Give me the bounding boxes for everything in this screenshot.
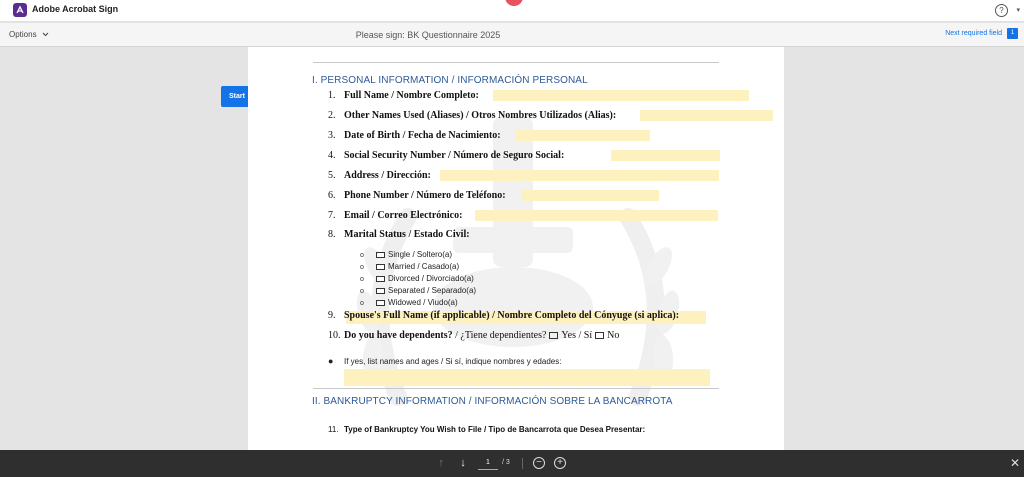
question-number: 9. — [328, 310, 336, 321]
question-email — [328, 210, 462, 221]
option-bullet: o — [360, 252, 364, 259]
full-name-field[interactable] — [493, 90, 749, 101]
marital-option-married[interactable] — [360, 262, 459, 271]
option-bullet: o — [360, 300, 364, 307]
question-number: 8. — [328, 229, 336, 240]
checkbox-single[interactable] — [376, 252, 385, 258]
question-label: Date of Birth / Fecha de Nacimiento: — [344, 130, 501, 141]
question-number: 5. — [328, 170, 336, 181]
question-phone — [328, 190, 506, 201]
date-of-birth-field[interactable] — [516, 130, 650, 141]
option-bullet: o — [360, 276, 364, 283]
checkbox-divorced[interactable] — [376, 276, 385, 282]
question-number: 4. — [328, 150, 336, 161]
question-label-spanish: / ¿Tiene dependientes? — [452, 330, 547, 341]
question-spouse-name — [328, 310, 679, 321]
document-toolbar — [0, 23, 1024, 47]
zoom-in-icon[interactable]: + — [554, 457, 566, 469]
option-label: Widowed / Viudo(a) — [388, 298, 458, 307]
question-number: 2. — [328, 110, 336, 121]
question-number: 1. — [328, 90, 336, 101]
question-label: Spouse's Full Name (if applicable) / Nombre Completo del Cónyuge (si aplica): — [344, 310, 680, 321]
question-address — [328, 170, 431, 181]
address-field[interactable] — [440, 170, 719, 181]
option-bullet: o — [360, 288, 364, 295]
question-label: Type of Bankruptcy You Wish to File / Tipo de Bancarrota que Desea Presentar: — [344, 425, 646, 434]
question-number: 10. — [328, 330, 341, 341]
option-label: Single / Soltero(a) — [388, 250, 453, 259]
dependents-field[interactable] — [344, 369, 710, 386]
section-heading-bankruptcy: II. BANKRUPTCY INFORMATION / INFORMACIÓN SOBRE LA BANCARROTA — [312, 396, 673, 407]
question-label: Address / Dirección: — [344, 170, 431, 181]
question-marital-status — [328, 229, 470, 240]
question-label: Email / Correo Electrónico: — [344, 210, 463, 221]
phone-field[interactable] — [521, 190, 659, 201]
app-header — [0, 0, 1024, 22]
aliases-field[interactable] — [640, 110, 773, 121]
watermark-seal-icon — [248, 47, 784, 450]
divider — [522, 458, 523, 469]
page-navigation-bar — [0, 450, 1024, 477]
page-number-input[interactable]: 1 — [478, 457, 498, 470]
question-number: 3. — [328, 130, 336, 141]
no-label: No — [607, 330, 620, 341]
question-full-name — [328, 90, 479, 101]
dependents-note-label: If yes, list names and ages / Si sí, indique nombres y edades: — [344, 357, 562, 366]
options-label: Options — [9, 30, 37, 39]
option-label: Married / Casado(a) — [388, 262, 460, 271]
checkbox-yes[interactable] — [549, 332, 558, 339]
question-label: Other Names Used (Aliases) / Otros Nombres Utilizados (Alias): — [344, 110, 617, 121]
page-total: / 3 — [502, 459, 510, 466]
top-divider — [313, 62, 719, 63]
next-required-count-badge[interactable]: 1 — [1007, 28, 1018, 39]
checkbox-widowed[interactable] — [376, 300, 385, 306]
next-page-arrow-icon[interactable]: ↓ — [460, 457, 466, 469]
email-field[interactable] — [475, 210, 718, 221]
question-label: Social Security Number / Número de Seguro Social: — [344, 150, 565, 161]
question-aliases — [328, 110, 616, 121]
document-title: Please sign: BK Questionnaire 2025 — [355, 30, 501, 40]
option-label: Divorced / Divorciado(a) — [388, 274, 474, 283]
question-number: 11. — [328, 425, 339, 434]
help-icon[interactable]: ? — [995, 4, 1008, 17]
marital-option-widowed[interactable] — [360, 298, 458, 307]
question-label: Full Name / Nombre Completo: — [344, 90, 479, 101]
question-ssn — [328, 150, 564, 161]
question-number: 7. — [328, 210, 336, 221]
marital-option-divorced[interactable] — [360, 274, 474, 283]
question-date-of-birth — [328, 130, 501, 141]
checkbox-separated[interactable] — [376, 288, 385, 294]
bullet: ● — [328, 356, 334, 366]
marital-option-single[interactable] — [360, 250, 452, 259]
option-label: Separated / Separado(a) — [388, 286, 477, 295]
question-bankruptcy-type — [328, 425, 645, 434]
help-menu-chevron-icon[interactable]: ▾ — [1016, 7, 1020, 14]
question-label: Marital Status / Estado Civil: — [344, 229, 470, 240]
section-heading-personal: I. PERSONAL INFORMATION / INFORMACIÓN PERSONAL — [312, 75, 588, 86]
question-label: Do you have dependents? — [344, 330, 453, 341]
previous-page-arrow-icon[interactable]: ↑ — [438, 457, 444, 469]
section-divider — [313, 388, 719, 389]
question-dependents — [328, 330, 619, 341]
question-label: Phone Number / Número de Teléfono: — [344, 190, 506, 201]
document-page — [248, 47, 784, 450]
brand-mark-icon — [505, 0, 523, 6]
zoom-out-icon[interactable]: − — [533, 457, 545, 469]
yes-label: Yes / Sí — [561, 330, 593, 341]
checkbox-no[interactable] — [595, 332, 604, 339]
close-icon[interactable]: ✕ — [1009, 456, 1020, 470]
question-number: 6. — [328, 190, 336, 201]
app-title: Adobe Acrobat Sign — [32, 4, 119, 14]
dependents-note — [328, 356, 561, 366]
next-required-field-link[interactable]: Next required field — [945, 30, 1002, 37]
checkbox-married[interactable] — [376, 264, 385, 270]
option-bullet: o — [360, 264, 364, 271]
ssn-field[interactable] — [611, 150, 720, 161]
acrobat-logo-icon — [13, 3, 27, 17]
start-label: Start — [229, 93, 245, 100]
marital-option-separated[interactable] — [360, 286, 476, 295]
